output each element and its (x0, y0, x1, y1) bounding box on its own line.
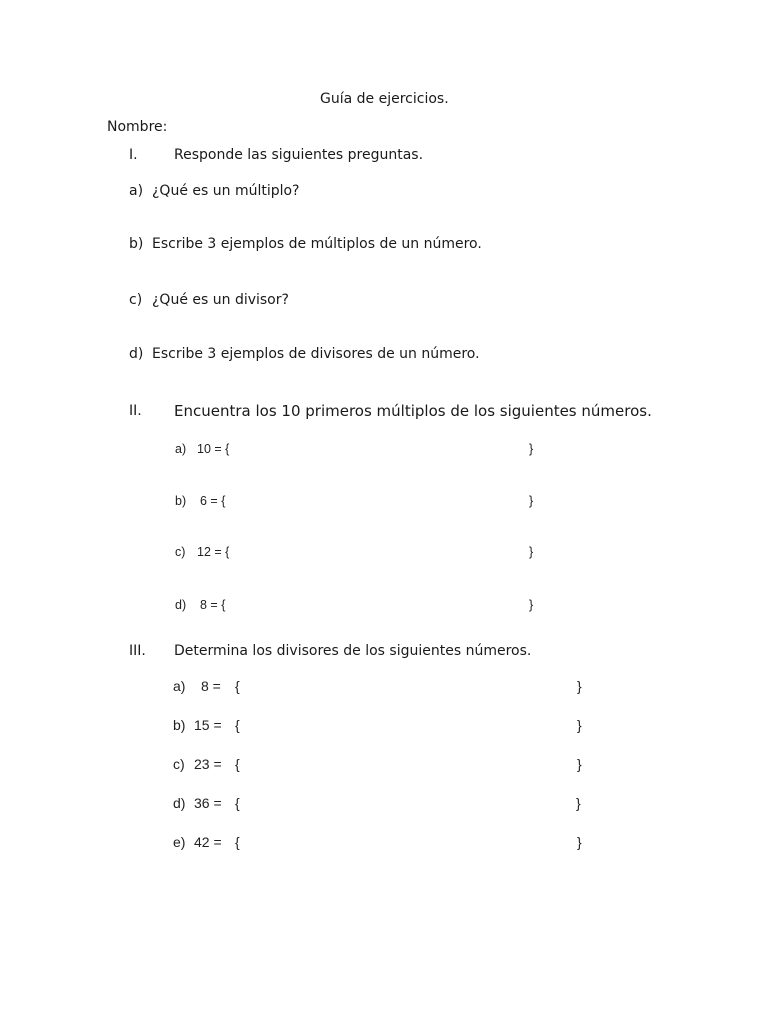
section1-heading: Responde las siguientes preguntas. (174, 147, 424, 163)
item-letter: d) (175, 598, 187, 612)
item-letter: a) (173, 678, 186, 694)
item-letter: c) (173, 756, 185, 772)
item-number: 36 = (194, 795, 222, 811)
item-close-brace: } (529, 545, 534, 559)
item-letter: d) (173, 795, 186, 811)
section3-numeral: III. (129, 643, 146, 659)
question-text: ¿Qué es un divisor? (152, 292, 289, 308)
item-letter: c) (175, 545, 186, 559)
item-open-brace: { (235, 717, 240, 733)
section2-numeral: II. (129, 403, 142, 419)
item-letter: a) (175, 442, 187, 456)
section1-numeral: I. (129, 147, 138, 163)
item-close-brace: } (529, 442, 534, 456)
item-letter: b) (175, 494, 187, 508)
question-text: Escribe 3 ejemplos de divisores de un número. (152, 346, 480, 362)
item-close-brace: } (529, 494, 534, 508)
item-close-brace: } (577, 717, 582, 733)
item-open-brace: { (235, 756, 240, 772)
section3-heading: Determina los divisores de los siguientes números. (174, 643, 532, 659)
item-close-brace: } (529, 598, 534, 612)
item-number: 23 = (194, 756, 222, 772)
item-close-brace: } (577, 834, 582, 850)
item-expression: 10 = { (197, 442, 230, 456)
item-letter: b) (173, 717, 186, 733)
item-letter: e) (173, 834, 186, 850)
item-number: 8 = (201, 678, 221, 694)
item-number: 15 = (194, 717, 222, 733)
item-expression: 12 = { (197, 545, 230, 559)
question-letter: b) (129, 236, 144, 252)
question-letter: d) (129, 346, 144, 362)
question-text: Escribe 3 ejemplos de múltiplos de un número. (152, 236, 482, 252)
item-expression: 6 = { (200, 494, 226, 508)
item-expression: 8 = { (200, 598, 226, 612)
item-open-brace: { (235, 795, 240, 811)
name-label: Nombre: (107, 119, 168, 135)
item-open-brace: { (235, 678, 240, 694)
question-letter: c) (129, 292, 143, 308)
section2-heading: Encuentra los 10 primeros múltiplos de los siguientes números. (174, 402, 652, 420)
item-close-brace: } (577, 756, 582, 772)
item-number: 42 = (194, 834, 222, 850)
item-close-brace: } (577, 678, 582, 694)
item-open-brace: { (235, 834, 240, 850)
item-close-brace: } (576, 795, 581, 811)
question-letter: a) (129, 183, 144, 199)
page-title: Guía de ejercicios. (320, 91, 449, 107)
question-text: ¿Qué es un múltiplo? (152, 183, 300, 199)
